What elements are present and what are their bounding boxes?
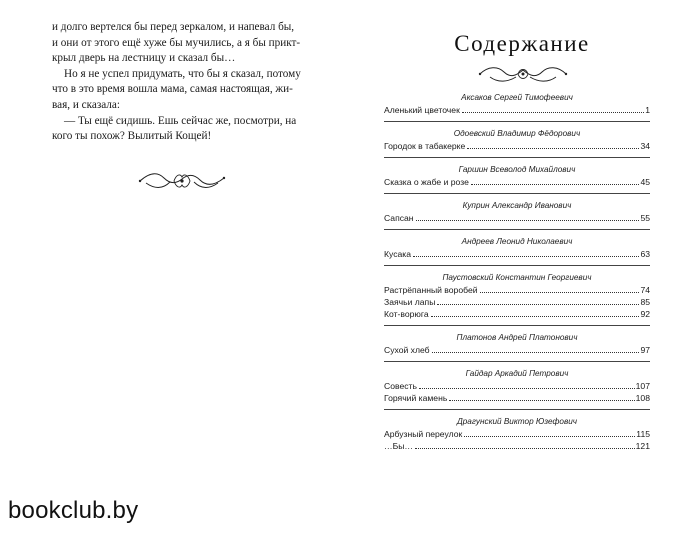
dot-leader <box>419 388 635 389</box>
toc-author: Одоевский Владимир Фёдорович <box>453 129 581 138</box>
dot-leader <box>415 448 635 449</box>
toc-entry-title: Кусака <box>384 249 412 259</box>
toc-author: Куприн Александр Иванович <box>462 201 572 210</box>
dot-leader <box>480 292 640 293</box>
dot-leader <box>437 304 639 305</box>
toc-divider <box>384 193 650 194</box>
toc-entry-title: Сухой хлеб <box>384 345 430 355</box>
toc-divider <box>384 121 650 122</box>
toc-entry[interactable] <box>384 440 650 452</box>
toc-entry[interactable] <box>384 176 650 188</box>
toc-entry-title: …Бы… <box>384 441 414 451</box>
table-of-contents <box>384 90 650 452</box>
toc-entry[interactable] <box>384 104 650 116</box>
toc-author: Гайдар Аркадий Петрович <box>465 369 569 378</box>
toc-entry[interactable] <box>384 296 650 308</box>
toc-author: Драгунский Виктор Юзефович <box>456 417 578 426</box>
toc-entry[interactable] <box>384 140 650 152</box>
text-line: и они от этого ещё хуже бы мучились, а я бы прикт- <box>52 36 301 49</box>
toc-divider <box>384 325 650 326</box>
toc-entry-title: Арбузный переулок <box>384 429 463 439</box>
toc-entry-page: 74 <box>640 285 650 295</box>
toc-divider <box>384 157 650 158</box>
flourish-ornament-icon <box>136 166 228 196</box>
toc-author: Платонов Андрей Платонович <box>456 333 578 342</box>
toc-entry-title: Совесть <box>384 381 417 391</box>
toc-entry-title: Сапсан <box>384 213 414 223</box>
toc-entry-page: 115 <box>636 429 650 439</box>
dot-leader <box>471 184 640 185</box>
dot-leader <box>449 400 634 401</box>
toc-author: Гаршин Всеволод Михайлович <box>458 165 576 174</box>
toc-entry[interactable] <box>384 428 650 440</box>
toc-entry-page: 121 <box>635 441 650 451</box>
text-line: вая, и сказала: <box>52 98 120 111</box>
dot-leader <box>431 316 640 317</box>
toc-author: Аксаков Сергей Тимофеевич <box>461 93 573 102</box>
toc-entry-page: 107 <box>635 381 650 391</box>
toc-entry-page: 63 <box>640 249 650 259</box>
toc-divider <box>384 409 650 410</box>
toc-divider <box>384 361 650 362</box>
story-text <box>52 20 308 145</box>
text-line: крыл дверь на лестницу и сказал бы… <box>52 52 236 65</box>
toc-divider <box>384 265 650 266</box>
toc-author: Паустовский Константин Георгиевич <box>442 273 592 282</box>
dot-leader <box>464 436 635 437</box>
watermark: bookclub.by <box>8 497 139 524</box>
flourish-ornament-icon <box>476 60 570 88</box>
text-line: что в это время вошла мама, самая настоящая, жи- <box>52 83 293 96</box>
toc-entry-title: Заячьи лапы <box>384 297 436 307</box>
text-line: Но я не успел придумать, что бы я сказал, потому <box>64 67 301 80</box>
toc-entry-title: Растрёпанный воробей <box>384 285 478 295</box>
toc-entry-page: 34 <box>640 141 650 151</box>
text-line: — Ты ещё сидишь. Ешь сейчас же, посмотри, на <box>64 114 297 127</box>
toc-entry-title: Горячий камень <box>384 393 448 403</box>
toc-entry[interactable] <box>384 284 650 296</box>
text-line: кого ты похож? Вылитый Кощей! <box>52 130 212 143</box>
toc-entry[interactable] <box>384 248 650 260</box>
dot-leader <box>467 148 639 149</box>
text-line: и долго вертелся бы перед зеркалом, и напевал бы, <box>52 21 295 33</box>
toc-title: Содержание <box>454 31 590 56</box>
toc-entry-page: 45 <box>640 177 650 187</box>
toc-entry-title: Сказка о жабе и розе <box>384 177 469 187</box>
toc-entry[interactable] <box>384 392 650 404</box>
toc-entry-page: 1 <box>645 105 650 115</box>
toc-divider <box>384 229 650 230</box>
toc-entry-title: Аленький цветочек <box>384 105 460 115</box>
toc-entry-page: 92 <box>640 309 650 319</box>
toc-entry[interactable] <box>384 308 650 320</box>
dot-leader <box>462 112 644 113</box>
toc-entry-page: 97 <box>640 345 650 355</box>
dot-leader <box>416 220 640 221</box>
toc-entry[interactable] <box>384 380 650 392</box>
toc-entry-page: 108 <box>635 393 650 403</box>
toc-entry[interactable] <box>384 344 650 356</box>
dot-leader <box>413 256 639 257</box>
toc-entry-page: 85 <box>640 297 650 307</box>
toc-author: Андреев Леонид Николаевич <box>461 237 573 246</box>
toc-entry[interactable] <box>384 212 650 224</box>
toc-entry-page: 55 <box>640 213 650 223</box>
dot-leader <box>432 352 640 353</box>
toc-entry-title: Кот-ворюга <box>384 309 429 319</box>
toc-entry-title: Городок в табакерке <box>384 141 466 151</box>
